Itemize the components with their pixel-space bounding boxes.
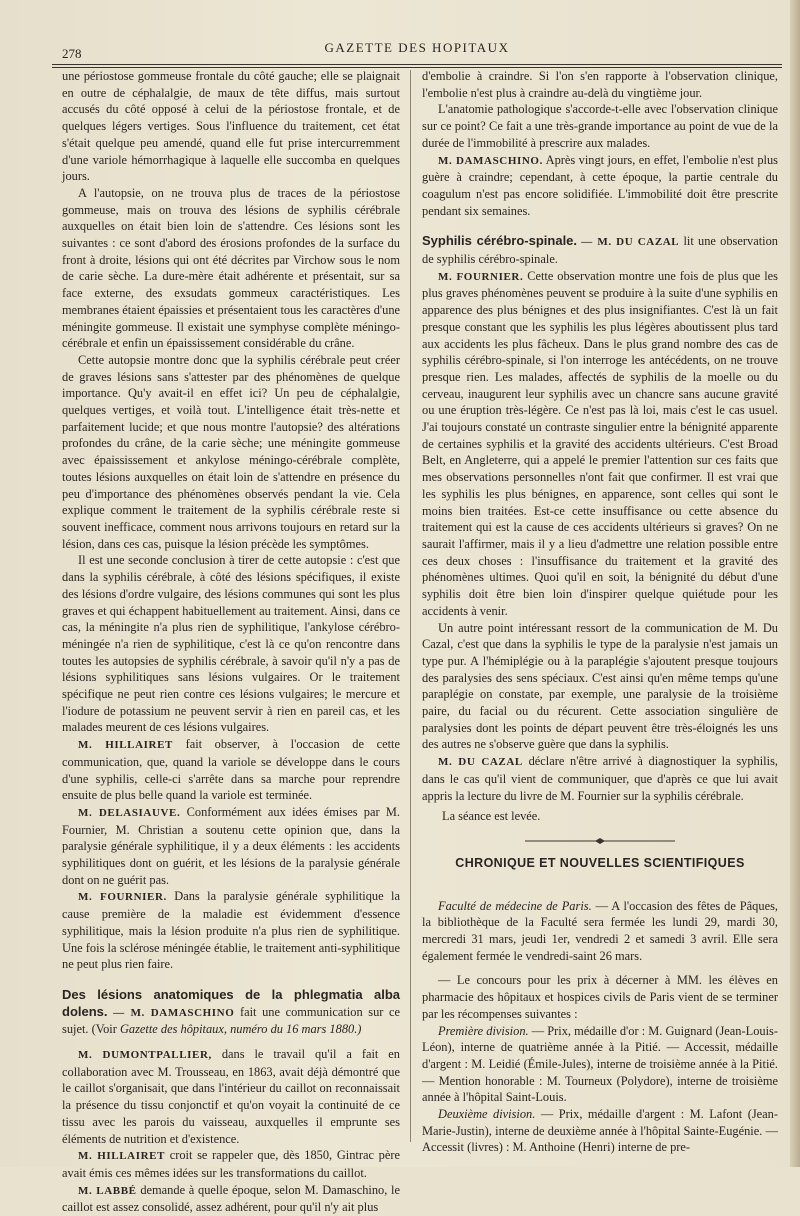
speech-text: demande à quelle époque, selon M. Damaschino, le caillot est assez consolidé, assez adhérent, pour qu'il n'y ait plus [62, 1182, 400, 1215]
speaker-name: M. DUMONTPALLIER, [78, 1049, 212, 1062]
speaker-name: M. HILLAIRET [78, 1150, 166, 1163]
news-text: — A l'occasion des fêtes de Pâques, la bibliothèque de la Faculté sera fermée les lundi 29, mardi 30, mercredi 31 mars, jeudi 1er, vendredi 2 et samedi 3 avril. Elle sera également fermée le vendredi-saint 26 mars. [422, 898, 778, 963]
paragraph: une périostose gommeuse frontale du côté gauche; elle se plaignait en outre de céphalalgie, de maux de tête diffus, mais surtout accusés du côté opposé à celui de la périostose frontale, et de quelques légers vertiges. Sous l'influence du traitement, cet état s'était quelque peu amendé, quand elle fut prise intercurremment d'une variole hémorrhagique à laquelle elle succomba en quelques jours. [62, 69, 400, 184]
speech-text: fait observer, à l'occasion de cette communication, que, quand la variole se développe dans le cours d'une syphilis, celle-ci s'arrête dans sa marche pour reprendre ensuite de plus belle quand la variole est terminée. [62, 737, 400, 803]
speech-text: déclare n'être arrivé à diagnostiquer la syphilis, dans le cas qu'il vient de communiquer, que d'après ce que lui avait appris la lecture du livre de M. Fournier sur la syphilis cérébrale. [422, 754, 778, 803]
paragraph [422, 152, 778, 220]
page-number: 278 [62, 46, 82, 61]
speech-text: Conformément aux idées émises par M. Fournier, M. Christian a soutenu cette opinion que, dans la paralysie générale syphilitique, il y a deux éléments : les accidents syphilitiques dont on guérit, et les lésions de la paralysie générale dont on ne guérit pas. [62, 804, 400, 887]
paragraph [422, 268, 778, 620]
speaker-name: M. FOURNIER. [438, 270, 524, 283]
paragraph [62, 1182, 400, 1216]
news-text: — Prix, médaille d'or : M. Guignard (Jean-Louis-Léon), interne de quatrième année à la Pitié. — Accessit, médaille d'argent : M. Leidié (Émile-Jules), interne de troisième année à la Pitié. — Mention honorable : M. Tourneux (Polydore), interne de troisième année à l'hôpital Saint-Louis. [422, 1023, 778, 1105]
news-item [422, 898, 778, 965]
section-text: lit une observation de syphilis cérébro-spinale. [422, 234, 778, 267]
page-header [52, 38, 782, 64]
paragraph [62, 736, 400, 804]
paragraph: Cette autopsie montre donc que la syphilis cérébrale peut créer de graves lésions sans s'attester par des phénomènes de quelque importance. Qu'y avait-il en effet ici? Un peu de céphalalgie, quelques vertiges, et voilà tout. L'intelligence était très-nette et parfaitement lucide; et que nous montre l'autopsie? des altérations profondes du crâne, de la carie sèche; une méningite gommeuse avec épaississement et ankylose méningo-cérébrale complète, toutes lésions auxquelles on était loin de s'attendre en présence du peu d'importance des phénomènes observés pendant la vie. Cela explique comment le traitement de la syphilis cérébrale reste si souvent inefficace, comment nous arrivons toujours en retard sur la lésion, dans ces cas, puisque la lésion précède les symptômes. [62, 352, 400, 551]
paragraph: d'embolie à craindre. Si l'on s'en rapporte à l'observation clinique, l'embolie n'est plus à craindre au-delà du vingtième jour. [422, 69, 778, 100]
speaker-name: — M. DAMASCHINO [113, 1006, 235, 1019]
section-title-chronique: CHRONIQUE ET NOUVELLES SCIENTIFIQUES [455, 855, 745, 870]
speaker-name: M. DELASIAUVE. [78, 806, 181, 819]
paragraph: L'anatomie pathologique s'accorde-t-elle avec l'observation clinique sur ce point? Ce fait a une très-grande importance au point de vue de la durée de l'immobilité à prescrire aux malades. [422, 102, 778, 150]
section-text: fait une communication sur ce sujet. (Voir [62, 1004, 400, 1037]
news-heading: Deuxième division. [438, 1107, 536, 1122]
speaker-name: M. LABBÉ [78, 1184, 137, 1197]
left-column [62, 68, 400, 1216]
speech-text: Cette observation montre une fois de plus que les plus graves phénomènes peuvent se produire à la suite d'une syphilis en apparence des plus bénignes et des plus insignifiantes. C'est là un fait presque constant que les syphilis les plus légères aboutissent plus tard aux accidents les plus fâcheux. Dans le plus grand nombre des cas de syphilis cérébro-spinale, si l'on interroge les antécédents, on ne trouve presque rien. Les malades, affectés de syphilis de la moelle ou du cerveau, inaugurent leur syphilis avec un chancre sans aucune gravité ou une éruption très-légère. Ce n'est pas là loi, mais c'est le cas usuel. J'ai toujours constaté un contraste singulier entre la bénignité apparente de certaines syphilis et la gravité des accidents ultérieurs. C'est Broad Belt, en Angleterre, qui a appelé le premier l'attention sur ces faits que mes observations personnelles n'ont fait que confirmer. Il est vrai que les syphilis les plus bénignes, en apparence, sont celles qui sont le moins bien traitées. Est-ce cette insuffisance ou cette absence du traitement qui est la cause de ces accidents ultérieurs si graves? On ne saurait l'affirmer, mais il y a lieu d'admettre une relation possible entre ces deux choses : l'insuffisance du traitement et la gravité des phénomènes ultimes. Quoi qu'il en soit, la bénignité du début d'une syphilis doit être bien loin d'inspirer quelque quiétude pour les accidents à venir. [422, 268, 778, 618]
paragraph [62, 1147, 400, 1181]
speaker-name: M. HILLAIRET [78, 739, 173, 752]
paragraph: Il est une seconde conclusion à tirer de cette autopsie : c'est que dans la syphilis cérébrale, à côté des lésions spécifiques, il existe des lésions d'ordre vulgaire, des lésions communes qui sont les plus graves et qui échappent habituellement au traitement. Ainsi, dans ce cas, la méningite n'a plus rien de syphilitique, l'ankylose cérébro-méningée n'a rien de syphilitique, c'est là ce qu'on rencontre dans toutes les autopsies de syphilis cérébrale, à savoir qu'il n'y a pas de lésions syphilitiques sans lésions vulgaires. Or le traitement spécifique ne peut rien contre ces lésions vulgaires; le mercure et l'iodure de potassium ne peuvent servir à rien en pareil cas, et les malades meurent de ces lésions vulgaires. [62, 553, 400, 735]
paragraph: Un autre point intéressant ressort de la communication de M. Du Cazal, c'est que dans la syphilis le type de la paralysie n'est jamais un type pur. A l'hémiplégie ou à la paraplégie s'ajoutent presque toujours des paralysies des sens spéciaux. C'est ainsi qu'en même temps qu'une paraplégie on constate, par exemple, une paralysie de la troisième paire, du facial ou du récurent. Cette association singulière de paralysies dont les points de départ peuvent être très-éloignés les uns des autres ne s'observe guère que dans la syphilis. [422, 620, 778, 752]
news-item [422, 1106, 778, 1156]
speaker-name: — M. DU CAZAL [581, 236, 680, 249]
section-heading: Des lésions anatomiques de la phlegmatia alba dolens. [62, 986, 400, 1019]
header-rule [52, 64, 782, 65]
news-text: — Prix, médaille d'argent : M. Lafont (Jean-Marie-Justin), interne de deuxième année à l'hôpital Sainte-Eugénie. — Accessit (livres) : M. Anthoine (Henri) interne de pre- [422, 1107, 778, 1155]
session-closed: La séance est levée. [442, 809, 541, 824]
paragraph [62, 1046, 400, 1147]
paragraph: A l'autopsie, on ne trouva plus de traces de la périostose gommeuse, mais on trouva des lésions de syphilis cérébrale auxquelles on était bien loin de s'attendre. Ces lésions sont les suivantes : ce sont d'abord des érosions profondes de la surface du front à droite, lésions qui ont été décrites par Virchow sous le nom de carie sèche. La dure-mère était adhérente et présentait, sur sa face externe, des exsudats gommeux caractéristiques. Les membranes étaient épaissies et présentaient tous les caractères d'une méningite gommeuse. Il existait une symphyse complète méningo-cérébrale et enfin un épaississement considérable du crâne. [62, 185, 401, 351]
page-edge [790, 0, 800, 1167]
journal-title: GAZETTE DES HOPITAUX [324, 40, 510, 55]
section-paragraph [62, 987, 400, 1038]
speaker-name: M. DU CAZAL [438, 756, 523, 769]
section-paragraph [422, 233, 778, 267]
news-heading: Première division. [438, 1023, 529, 1038]
news-item: — Le concours pour les prix à décerner à MM. les élèves en pharmacie des hôpitaux et hospices civils de Paris vient de se terminer par les récompenses suivantes : [422, 973, 778, 1021]
paragraph [62, 804, 400, 889]
speaker-name: M. FOURNIER. [78, 891, 167, 904]
speech-text: croit se rappeler que, dès 1850, Gintrac père avait émis ces mêmes idées sur les transformations du caillot. [62, 1148, 400, 1180]
column-divider [410, 70, 411, 1142]
paragraph [422, 753, 778, 804]
right-column [422, 68, 778, 1156]
speaker-name: M. DAMASCHINO. [438, 154, 543, 167]
paragraph [62, 888, 400, 973]
section-heading: Syphilis cérébro-spinale. [422, 233, 578, 249]
news-heading: Faculté de médecine de Paris. [438, 898, 592, 913]
citation: Gazette des hôpitaux, numéro du 16 mars 1880.) [119, 1022, 362, 1037]
news-item [422, 1023, 778, 1107]
ornament-divider [525, 837, 675, 845]
speech-text: dans le travail qu'il a fait en collaboration avec M. Trousseau, en 1863, avait déjà démontré que le caillot s'organisait, que dans l'intérieur du caillot on reconnaissait la présence du tissu conjonctif et qu'on voyait la continuité de ce tissu avec les parois du vaisseau, auxquelles il emprunte ses éléments de nutrition et d'existence. [62, 1047, 400, 1146]
speech-text: Après vingt jours, en effet, l'embolie n'est plus guère à craindre; cependant, à cette époque, la partie centrale du coagulum n'est pas encore solidifiée. L'immobilité doit être prescrite pendant six semaines. [422, 152, 778, 218]
speech-text: Dans la paralysie générale syphilitique la cause première de la maladie est évidemment d'essence syphilitique, mais la lésion produite n'a plus rien de syphilitique. Une fois la sclérose méningée établie, le traitement anti-syphilitique ne peut plus rien faire. [62, 889, 400, 972]
